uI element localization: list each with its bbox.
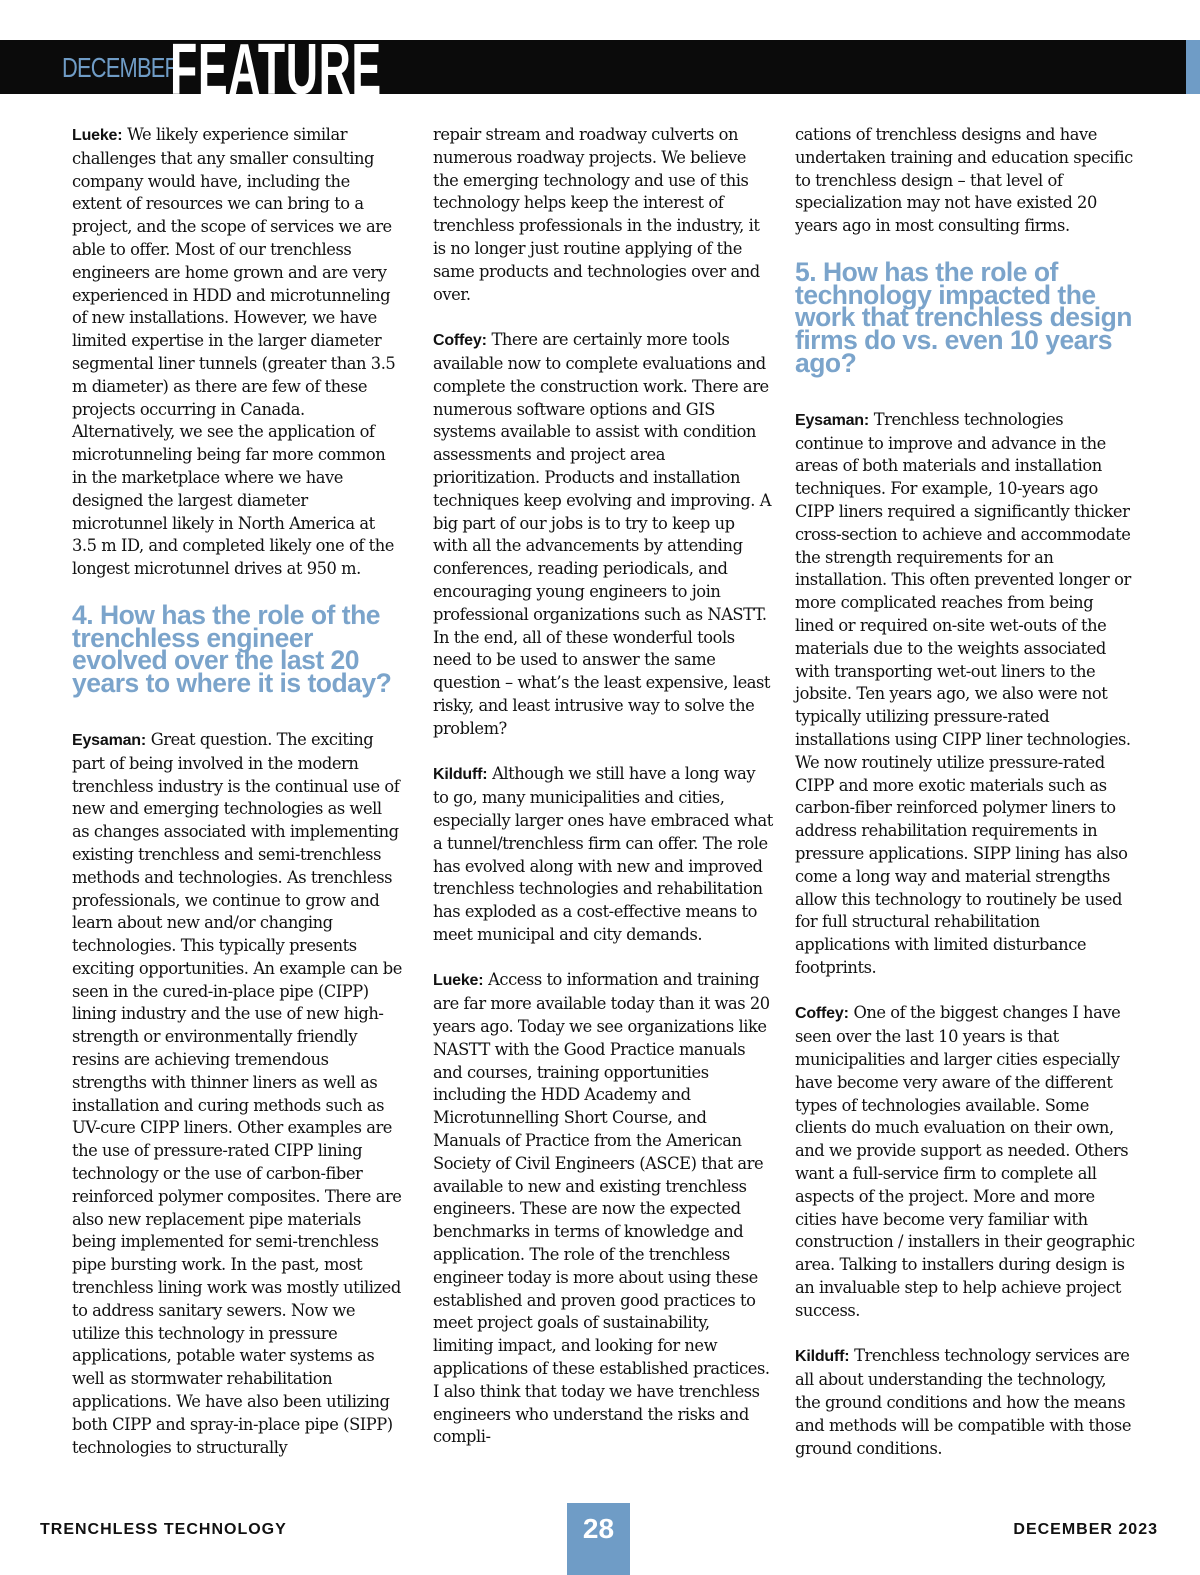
answer-paragraph	[433, 329, 773, 740]
banner-month: DECEMBER	[62, 52, 180, 83]
question-heading: 5. How has the role of technology impacted the work that trenchless design firms do vs. even 10 years ago?	[795, 256, 1132, 378]
question-heading: 4. How has the role of the trenchless engineer evolved over the last 20 years to where it is today?	[72, 599, 392, 699]
article-column-2	[433, 124, 773, 1449]
answer-text: Trenchless technologies continue to improve and advance in the areas of both materials and installation techniques. For example, 10-years ago CIPP liners required a significantly thicker cross-section to achieve and accommodate the strength requirements for an installation. This often prevented longer or more complicated reaches from being lined or required on-site wet-outs of the materials due to the weights associated with transporting wet-out liners to the jobsite. Ten years ago, we also were not typically utilizing pressure-rated installations using CIPP liner technologies. We now routinely utilize pressure-rated CIPP and more exotic materials such as carbon-fiber reinforced polymer liners to address rehabilitation requirements in pressure applications. SIPP lining has also come a long way and material strengths allow this technology to routinely be used for full structural rehabilitation applications with limited disturbance footprints.	[795, 409, 1131, 977]
speaker-name: Kilduff:	[795, 1348, 850, 1366]
footer-publication: TRENCHLESS TECHNOLOGY	[40, 1521, 287, 1538]
banner-section-title: FEATURE	[170, 30, 382, 110]
answer-paragraph	[795, 124, 1135, 238]
article-column-3	[795, 124, 1135, 1460]
answer-paragraph	[72, 124, 402, 581]
speaker-name: Lueke:	[72, 127, 123, 144]
answer-text: Trenchless technology services are all about understanding the technology, the ground conditions and how the means and methods will be compatible with those ground conditions.	[795, 1346, 1132, 1458]
page-number: 28	[567, 1503, 630, 1575]
answer-paragraph	[433, 763, 773, 946]
banner-accent	[1186, 40, 1200, 94]
answer-paragraph	[795, 1345, 1135, 1460]
section-banner	[0, 30, 1200, 110]
footer-issue-date: DECEMBER 2023	[1013, 1521, 1158, 1538]
answer-paragraph	[795, 409, 1135, 980]
speaker-name: Lueke:	[433, 972, 484, 990]
answer-paragraph	[795, 1002, 1135, 1322]
answer-text: cations of trenchless designs and have undertaken training and education specific to trenchless design – that level of specialization may not have existed 20 years ago in most consulting firms.	[795, 125, 1133, 236]
answer-text: Access to information and training are far more available today than it was 20 years ago. Today we see organizations like NASTT with the Good Practice manuals and courses, training opportunities including the HDD Academy and Microtunnelling Short Course, and Manuals of Practice from the American Society of Civil Engineers (ASCE) that are available to new and existing trenchless engineers. These are now the expected benchmarks in terms of knowledge and application. The role of the trenchless engineer today is more about using these established and proven good practices to meet project goals of sustainability, limiting impact, and looking for new applications of these established practices. I also think that today we have trenchless engineers who understand the risks and compli-	[433, 970, 770, 1447]
answer-text: Although we still have a long way to go, many municipalities and cities, especially larger ones have embraced what a tunnel/trenchless firm can offer. The role has evolved along with new and improved trenchless technologies and rehabilitation has exploded as a cost-effective means to meet municipal and city demands.	[433, 764, 773, 944]
answer-paragraph	[433, 969, 773, 1449]
answer-paragraph	[72, 729, 402, 1460]
speaker-name: Coffey:	[795, 1005, 849, 1023]
speaker-name: Kilduff:	[433, 766, 488, 784]
speaker-name: Eysaman:	[795, 411, 869, 429]
speaker-name: Coffey:	[433, 332, 487, 350]
article-column-1	[72, 124, 402, 1459]
answer-text: Great question. The exciting part of being involved in the modern trenchless industry is the continual use of new and emerging technologies as well as changes associated with implementing existing trenchless and semi-trenchless methods and technologies. As trenchless professionals, we continue to grow and learn about new and/or changing technologies. This typically presents exciting opportunities. An example can be seen in the cured-in-place pipe (CIPP) lining industry and the use of new high-strength or environmentally friendly resins are achieving tremendous strengths with thinner liners as well as installation and curing methods such as UV-cure CIPP liners. Other examples are the use of pressure-rated CIPP lining technology or the use of carbon-fiber reinforced polymer composites. There are also new replacement pipe materials being implemented for semi-trenchless pipe bursting work. In the past, most trenchless lining work was mostly utilized to address sanitary sewers. Now we utilize this technology in pressure applications, potable water systems as well as stormwater rehabilitation applications. We have also been utilizing both CIPP and spray-in-place pipe (SIPP) technologies to structurally	[72, 729, 402, 1457]
answer-paragraph	[433, 124, 773, 306]
answer-text: There are certainly more tools available now to complete evaluations and complete the construction work. There are numerous software options and GIS systems available to assist with condition assessments and project area prioritization. Products and installation techniques keep evolving and improving. A big part of our jobs is to try to keep up with all the advancements by attending conferences, reading periodicals, and encouraging young engineers to join professional organizations such as NASTT. In the end, all of these wonderful tools need to be used to answer the same question – what’s the least expensive, least risky, and least intrusive way to solve the problem?	[433, 330, 772, 738]
answer-text: One of the biggest changes I have seen over the last 10 years is that municipalities and larger cities especially have become very aware of the different types of technologies available. Some clients do much evaluation on their own, and we provide support as needed. Others want a full-service firm to complete all aspects of the project. More and more cities have become very familiar with construction / installers in their geographic area. Talking to installers during design is an invaluable step to help achieve project success.	[795, 1003, 1135, 1320]
speaker-name: Eysaman:	[72, 731, 146, 749]
answer-text: We likely experience similar challenges that any smaller consulting company would have, including the extent of resources we can bring to a project, and the scope of services we are able to offer. Most of our trenchless engineers are home grown and are very experienced in HDD and microtunneling of new installations. However, we have limited expertise in the larger diameter segmental liner tunnels (greater than 3.5 m diameter) as there are few of these projects occurring in Canada. Alternatively, we see the application of microtunneling being far more common in the marketplace where we have designed the largest diameter microtunnel likely in North America at 3.5 m ID, and completed likely one of the longest microtunnel drives at 950 m.	[72, 125, 396, 579]
answer-text: repair stream and roadway culverts on numerous roadway projects. We believe the emerging technology and use of this technology helps keep the interest of trenchless professionals in the industry, it is no longer just routine applying of the same products and technologies over and over.	[433, 125, 760, 304]
